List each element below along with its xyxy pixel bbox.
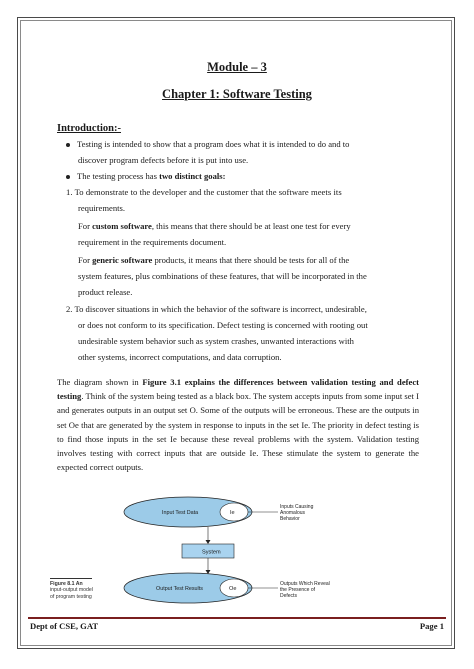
custom-bold: custom software — [92, 221, 152, 231]
output-callout-2: the Presence of — [280, 587, 316, 593]
goal-2-line-1: 2. To discover situations in which the behavior of the software is incorrect, undesirable, — [66, 304, 367, 314]
paragraph-rest: . Think of the system being tested as a black box. The system accepts inputs from some input set I and generates outputs in an output set O. Some of the outputs will be erroneous. These are the outputs in set Oe that are generated by the system in response to inputs in the set Ie. The priority in defect testing is to find those inputs in the set Ie because these reveal problems with the system. Validation testing involves testing with correct inputs that are outside Ie. These stimulate the system to generate the expected correct outputs. — [57, 391, 419, 473]
paragraph-bold: Figure 3.1 explains the differences between validation testing and defect testing — [57, 377, 419, 402]
input-label: Input Test Data — [162, 510, 199, 516]
goal-1-line-2: requirements. — [78, 203, 126, 213]
bullet-icon — [66, 175, 70, 179]
goal-2-line-4: other systems, incorrect computations, and data corruption. — [78, 352, 282, 362]
goal-2-line-3: undesirable system behavior such as system crashes, unwanted interactions with — [78, 336, 354, 346]
arrow-head-icon — [206, 540, 211, 544]
footer-page-number: Page 1 — [419, 621, 444, 631]
system-label: System — [202, 549, 221, 556]
input-callout-2: Anomalous — [280, 510, 306, 516]
generic-software-line-2: system features, plus combinations of these features, that will be incorporated in the — [78, 271, 367, 281]
output-callout-3: Defects — [280, 593, 297, 599]
footer-department: Dept of CSE, GAT — [30, 621, 99, 631]
figure-svg — [110, 496, 380, 616]
input-callout-1: Inputs Causing — [280, 504, 314, 510]
bullet-icon — [66, 143, 70, 147]
input-callout-3: Behavior — [280, 516, 300, 522]
custom-software-line-1 — [78, 221, 351, 231]
generic-software-line-3: product release. — [78, 287, 133, 297]
generic-bold: generic software — [92, 255, 153, 265]
generic-software-line-1 — [78, 255, 349, 265]
custom-prefix: For — [78, 221, 93, 231]
figure-caption — [50, 581, 93, 600]
paragraph-prefix: The diagram shown in — [57, 377, 143, 387]
caption-line-3: of program testing — [50, 593, 92, 600]
goal-1-line-1: 1. To demonstrate to the developer and the customer that the software meets its — [66, 187, 342, 197]
output-label: Output Test Results — [156, 586, 203, 592]
generic-prefix: For — [78, 255, 93, 265]
intro-bullet-2 — [66, 171, 225, 181]
bullet-2-prefix: The testing process has — [77, 171, 160, 181]
introduction-heading: Introduction:- — [57, 123, 121, 134]
footer-rule — [28, 617, 446, 619]
custom-rest: , this means that there should be at least one test for every — [151, 221, 351, 231]
input-output-figure — [110, 496, 380, 616]
bullet-1-line-1: Testing is intended to show that a program does what it is intended to do and to — [77, 139, 350, 149]
caption-rule — [50, 578, 92, 579]
chapter-title: Chapter 1: Software Testing — [162, 87, 312, 101]
caption-line-2: input-output model — [50, 587, 93, 594]
intro-bullet-1 — [66, 139, 349, 149]
figure-description-paragraph — [57, 375, 419, 474]
generic-rest: products, it means that there should be tests for all of the — [152, 255, 350, 265]
module-title: Module – 3 — [207, 60, 267, 74]
input-subset-label: Ie — [230, 510, 235, 516]
bullet-2-bold: two distinct goals: — [159, 171, 226, 181]
custom-software-line-2: requirement in the requirements document. — [78, 237, 227, 247]
output-subset-label: Oe — [229, 586, 237, 592]
output-callout-1: Outputs Which Reveal — [280, 581, 330, 587]
goal-2-line-2: or does not conform to its specification. Defect testing is concerned with rooting out — [78, 320, 368, 330]
caption-line-1: Figure 8.1 An — [50, 581, 83, 587]
bullet-1-line-2: discover program defects before it is put into use. — [78, 155, 249, 165]
